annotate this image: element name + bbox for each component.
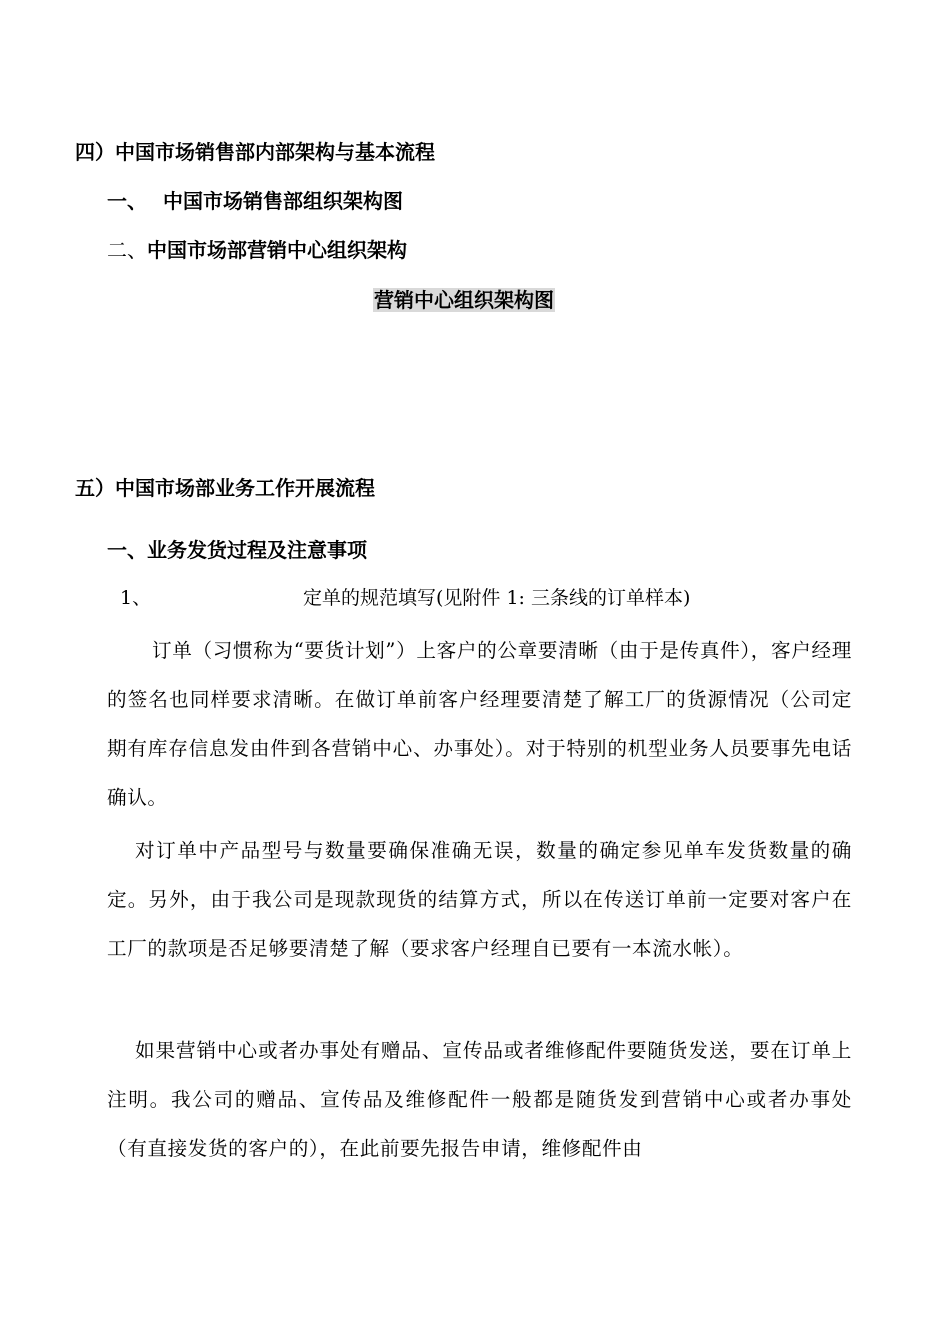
subheading-number: 二、 <box>107 238 147 262</box>
subheading-org-chart <box>107 189 403 213</box>
list-item-order-filling <box>120 584 690 612</box>
subheading-shipping-process: 一、业务发货过程及注意事项 <box>107 538 367 562</box>
subheading-text: 中国市场部营销中心组织架构 <box>147 238 407 262</box>
list-item-text: 定单的规范填写(见附件 1: 三条线的订单样本) <box>303 587 691 609</box>
centered-chart-title: 营销中心组织架构图 <box>374 288 554 312</box>
section-4-heading: 四）中国市场销售部内部架构与基本流程 <box>75 140 435 164</box>
paragraph-order-seal: 订单（习惯称为“要货计划”）上客户的公章要清晰（由于是传真件），客户经理的签名也同样要求清晰。在做订单前客户经理要清楚了解工厂的货源情况（公司定期有库存信息发由件到各营销中心、办事处）。对于特别的机型业务人员要事先电话确认。 <box>107 639 852 809</box>
list-item-number: 1、 <box>120 587 152 609</box>
paragraph-gifts-parts: 如果营销中心或者办事处有赠品、宣传品或者维修配件要随货发送，要在订单上注明。我公司的赠品、宣传品及维修配件一般都是随货发到营销中心或者办事处（有直接发货的客户的），在此前要先报告申请，维修配件由 <box>107 1039 852 1160</box>
paragraph-order-quantity: 对订单中产品型号与数量要确保准确无误，数量的确定参见单车发货数量的确定。另外，由于我公司是现款现货的结算方式，所以在传送订单前一定要对客户在工厂的款项是否足够要清楚了解（要求客户经理自已要有一本流水帐）。 <box>107 839 852 960</box>
subheading-text: 中国市场销售部组织架构图 <box>163 189 403 213</box>
section-5-heading: 五）中国市场部业务工作开展流程 <box>75 476 375 500</box>
subheading-marketing-center <box>107 238 407 262</box>
subheading-number: 一、 <box>107 189 147 213</box>
